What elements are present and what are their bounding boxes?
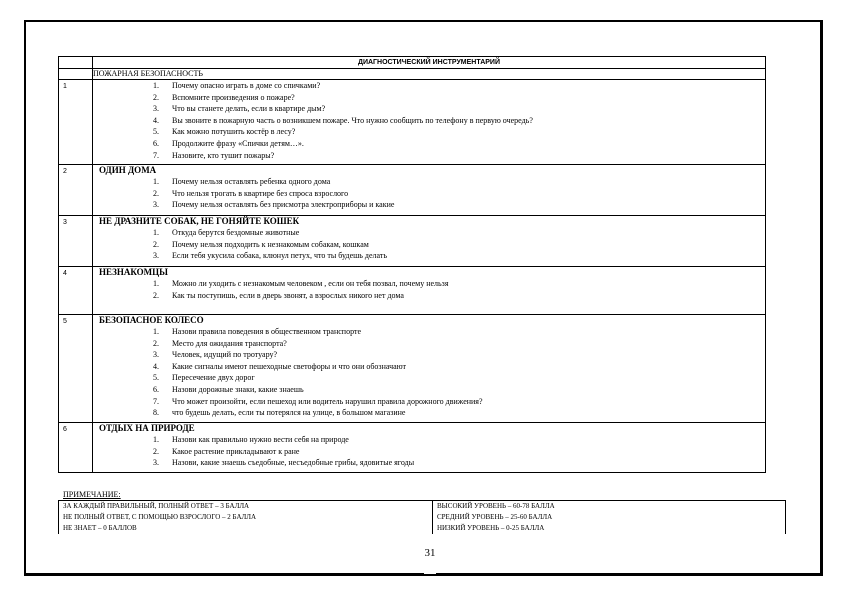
list-item: 1. Назови как правильно нужно вести себя на природе: [153, 435, 349, 444]
scoring-table: [58, 500, 786, 534]
list-item: 4. Вы звоните в пожарную часть о возникшем пожаре. Что нужно сообщить по телефону в первую очередь?: [153, 115, 533, 125]
header-empty-cell: [59, 57, 93, 69]
list-item: 4. Какие сигналы имеют пешеходные светофоры и что они обозначают: [153, 361, 407, 371]
category-row: [59, 69, 766, 80]
level-item: СРЕДНИЙ УРОВЕНЬ – 25-60 БАЛЛА: [437, 513, 553, 521]
list-item: 1. Почему нельзя оставлять ребенка одного дома: [153, 177, 331, 186]
section-row-6: [59, 423, 766, 473]
section-content: [93, 267, 766, 315]
list-item: 3. Что вы станете делать, если в квартире дым?: [153, 104, 326, 114]
section-number: 3: [59, 216, 93, 267]
list-item: 2. Вспомните произведения о пожаре?: [153, 92, 295, 102]
section-title: НЕЗНАКОМЦЫ: [99, 267, 168, 277]
section-number: 2: [59, 165, 93, 216]
level-item: НИЗКИЙ УРОВЕНЬ – 0-25 БАЛЛА: [437, 524, 545, 532]
section-content: [93, 216, 766, 267]
scoring-rule: НЕ ПОЛНЫЙ ОТВЕТ, С ПОМОЩЬЮ ВЗРОСЛОГО – 2 БАЛЛА: [63, 513, 257, 521]
section-row-3: [59, 216, 766, 267]
notes-title: ПРИМЕЧАНИЕ:: [63, 490, 121, 499]
list-item: 6. Назови дорожные знаки, какие знаешь: [153, 384, 304, 394]
table-header: ДИАГНОСТИЧЕСКИЙ ИНСТРУМЕНТАРИЙ: [93, 57, 766, 69]
list-item: 3. Назови, какие знаешь съедобные, несъедобные грибы, ядовитые ягоды: [153, 458, 415, 468]
table-header-row: [59, 57, 766, 69]
page-number: 31: [424, 547, 436, 559]
scoring-rule: НЕ ЗНАЕТ – 0 БАЛЛОВ: [63, 524, 137, 532]
category-empty-cell: [59, 69, 93, 80]
question-list: [93, 278, 765, 301]
question-list: [93, 227, 765, 262]
list-item: 7. Назовите, кто тушит пожары?: [153, 150, 275, 160]
list-item: 1. Почему опасно играть в доме со спичками?: [153, 81, 321, 90]
frame-gap: [424, 572, 436, 574]
section-row-1: [59, 80, 766, 165]
list-item: 6. Продолжите фразу «Спички детям…».: [153, 138, 304, 148]
section-content: [93, 423, 766, 473]
scoring-rule: ЗА КАЖДЫЙ ПРАВИЛЬНЫЙ, ПОЛНЫЙ ОТВЕТ – 3 БАЛЛА: [63, 502, 250, 510]
category-title: ПОЖАРНАЯ БЕЗОПАСНОСТЬ: [93, 69, 766, 80]
list-item: 1. Назови правила поведения в общественном транспорте: [153, 327, 362, 336]
levels-cell: [433, 501, 786, 535]
section-row-5: [59, 315, 766, 423]
section-number: 4: [59, 267, 93, 315]
list-item: 2. Какое растение прикладывают к ране: [153, 446, 300, 456]
list-item: 2. Почему нельзя подходить к незнакомым собакам, кошкам: [153, 239, 369, 249]
section-title: НЕ ДРАЗНИТЕ СОБАК, НЕ ГОНЯЙТЕ КОШЕК: [99, 216, 300, 226]
section-number: 5: [59, 315, 93, 423]
scoring-rules-cell: [59, 501, 433, 535]
section-number: 1: [59, 80, 93, 165]
list-item: 7. Что может произойти, если пешеход или водитель нарушил правила дорожного движения?: [153, 396, 483, 406]
question-list: [93, 434, 765, 469]
scoring-row: [59, 501, 786, 535]
section-title: БЕЗОПАСНОЕ КОЛЕСО: [99, 315, 204, 325]
question-list: [93, 80, 765, 161]
list-item: 2. Как ты поступишь, если в дверь звонят, а взрослых никого нет дома: [153, 290, 404, 300]
list-item: 8. что будешь делать, если ты потерялся на улице, в большом магазине: [153, 408, 406, 418]
section-title: ОДИН ДОМА: [99, 165, 157, 175]
list-item: 3. Если тебя укусила собака, клюнул петух, что ты будешь делать: [153, 251, 388, 261]
section-content: [93, 165, 766, 216]
level-item: ВЫСОКИЙ УРОВЕНЬ – 60-78 БАЛЛА: [437, 502, 555, 510]
diagnostic-table: [58, 56, 766, 473]
section-content: [93, 315, 766, 423]
section-row-2: [59, 165, 766, 216]
list-item: 5. Пересечение двух дорог: [153, 373, 255, 383]
list-item: 1. Можно ли уходить с незнакомым человеком , если он тебя позвал, почему нельзя: [153, 279, 449, 288]
section-row-4: [59, 267, 766, 315]
list-item: 3. Почему нельзя оставлять без присмотра электроприборы и какие: [153, 200, 395, 210]
list-item: 3. Человек, идущий по тротуару?: [153, 350, 278, 360]
question-list: [93, 176, 765, 211]
list-item: 1. Откуда берутся бездомные животные: [153, 228, 300, 237]
section-number: 6: [59, 423, 93, 473]
section-title: ОТДЫХ НА ПРИРОДЕ: [99, 423, 195, 433]
section-content: [93, 80, 766, 165]
list-item: 5. Как можно потушить костёр в лесу?: [153, 127, 296, 137]
list-item: 2. Что нельзя трогать в квартире без спроса взрослого: [153, 188, 349, 198]
list-item: 2. Место для ожидания транспорта?: [153, 338, 287, 348]
question-list: [93, 326, 765, 419]
